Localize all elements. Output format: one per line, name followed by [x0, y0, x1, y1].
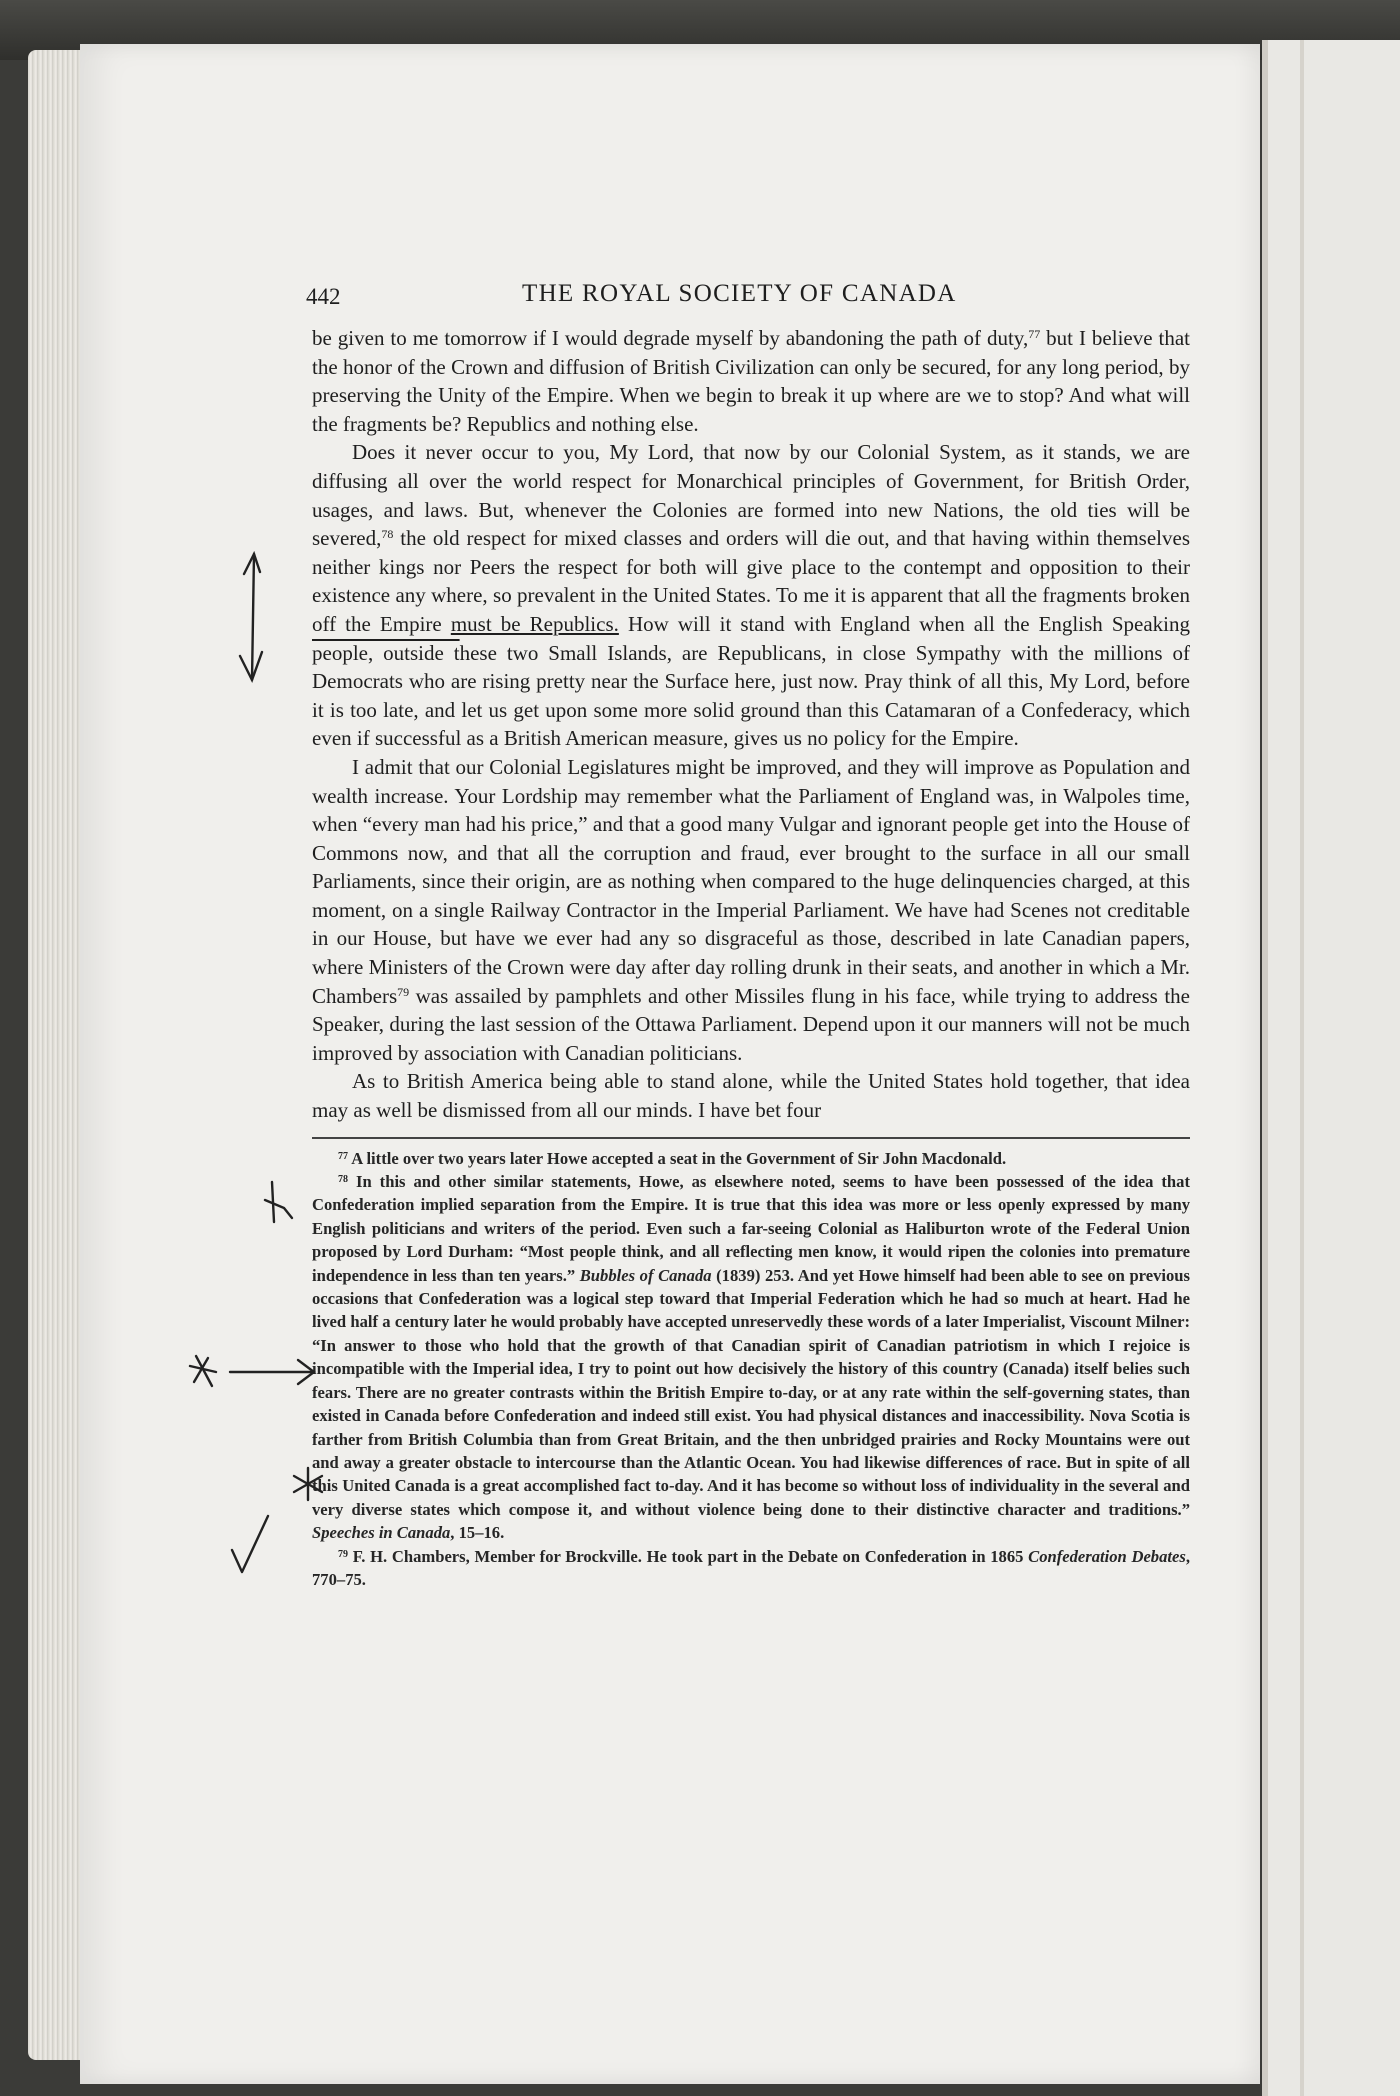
journal-title: THE ROYAL SOCIETY OF CANADA	[522, 280, 957, 307]
paragraph-4: As to British America being able to stand alone, while the United States hold together, that idea may as well be dismissed from all our minds. I have bet four	[312, 1069, 1190, 1123]
footnote-ref-79: 79	[397, 984, 410, 999]
paragraph-1	[312, 324, 1190, 438]
footnote-79-citation: Confederation Debates	[1028, 1546, 1186, 1566]
paragraph-2-text-a: Does it never occur to you, My Lord, that now by our Colonial System, as it stands, we are diffusing all over the world respect for Monarchical principles of Government, for British Order, usages, and laws. But, whenever the Colonies are formed into new Nations, the old ties will be severed,	[312, 440, 1190, 551]
footnote-78-text-b: (1839) 253. And yet Howe himself had been able to see on previous occasions that Confederation was a logical step toward that Imperial Federation which he had so much at heart. Had he lived half a century later he would probably have accepted unreservedly these words of a later Imperialist, Viscount Milner: “In answer to those who hold that the growth of that Canadian spirit of Canadian patriotism in which I rejoice is incompatible with the Imperial idea, I try to point out how decisively the history of this country (Canada) itself belies such fears. There are no greater contrasts within the British Empire to-day, or at any rate within the self-governing states, than existed in Canada before Confederation and indeed still exist. You had physical distances and inaccessibility. Nova Scotia is farther from British Columbia than from Great Britain, and the then unbridged prairies and Rocky Mountains were out and away a greater obstacle to intercourse than the Atlantic Ocean. You had likewise differences of race. But in spite of all this United Canada is a great accomplished fact to-day. And it has become so without loss of individuality in the several and very diverse states which compose it, and without violence being done to their distinctive character and traditions.”	[312, 1265, 1190, 1519]
footnote-78-citation-2: Speeches in Canada	[312, 1523, 451, 1543]
footnote-79-text-b: , 770–75.	[312, 1546, 1190, 1589]
footnotes	[312, 1147, 1190, 1592]
footnote-number-77: 77	[338, 1150, 348, 1162]
facing-page-strip	[1300, 40, 1304, 2096]
page-number: 442	[306, 284, 341, 309]
handwritten-asterisk-mark	[290, 1464, 326, 1504]
footnote-78	[312, 1170, 1190, 1545]
handwritten-check-mark	[226, 1510, 276, 1580]
handwritten-plus-mark	[262, 1178, 298, 1228]
paragraph-1-text-b: but I believe that the honor of the Crown and diffusion of British Civilization can only be secured, for any long period, by preserving the Unity of the Empire. When we begin to break it up where are we to stop? And what will the fragments be? Republics and nothing else.	[312, 326, 1191, 436]
handwritten-underline-phrase: must be Republics.	[450, 611, 619, 636]
running-head	[306, 276, 1190, 314]
footnote-77	[312, 1147, 1190, 1170]
handwritten-overline-phrase: people, outside t	[312, 640, 460, 665]
footnote-78-text-c: , 15–16.	[450, 1523, 505, 1543]
handwritten-double-arrow-mark	[232, 548, 276, 688]
facing-page-edge	[1262, 40, 1400, 2096]
footnote-79-text-a: F. H. Chambers, Member for Brockville. He took part in the Debate on Confederation in 1865	[348, 1546, 1029, 1566]
footnote-divider	[312, 1137, 1190, 1139]
footnote-78-text-a: In this and other similar statements, Howe, as elsewhere noted, seems to have been possessed of the idea that Confederation implied separation from the Empire. It is true that this idea was more or less openly expressed by many English politicians and writers of the period. Even such a far-seeing Colonial as Haliburton wrote of the Federal Union proposed by Lord Durham: “Most people think, and all reflecting men know, it would ripen the colonies into premature independence in less than ten years.”	[312, 1172, 1190, 1285]
paragraph-3-text-b: was assailed by pamphlets and other Missiles flung in his face, while trying to address the Speaker, during the last session of the Ottawa Parliament. Depend upon it our manners will not be much improved by association with Canadian politicians.	[312, 983, 1190, 1065]
footnote-number-78: 78	[338, 1174, 348, 1186]
page-content	[306, 276, 1191, 1591]
footnote-number-79: 79	[338, 1548, 348, 1560]
footnote-79	[312, 1545, 1190, 1592]
paragraph-3	[312, 753, 1190, 1068]
footnote-ref-77: 77	[1028, 327, 1041, 341]
footnote-77-text: A little over two years later Howe accepted a seat in the Government of Sir John Macdonald.	[348, 1148, 1007, 1168]
paragraph-1-text-a: be given to me tomorrow if I would degrade myself by abandoning the path of duty,	[312, 326, 1029, 350]
body-text	[312, 324, 1190, 1125]
footnote-ref-78: 78	[381, 527, 394, 542]
paragraph-2-text-c: How will it stand with England when all the English Speaking	[618, 611, 1190, 636]
paragraph-2-text-d: hese two Small Islands, are Republicans, in close Sympathy with the millions of Democrats who are rising pretty near the Surface here, just now. Pray think of all this, My Lord, before it is too late, and let us get upon some more solid ground than this Catamaran of a Confederacy, which even if successful as a British American measure, gives us no policy for the Empire.	[312, 640, 1190, 751]
paragraph-2	[312, 438, 1190, 753]
paragraph-3-text-a: I admit that our Colonial Legislatures might be improved, and they will improve as Population and wealth increase. Your Lordship may remember what the Parliament of England was, in Walpoles time, when “every man had his price,” and that a good many Vulgar and ignorant people get into the House of Commons now, and that all the corruption and fraud, ever brought to the surface in all our small Parliaments, since their origin, are as nothing when compared to the huge delinquencies charged, at this moment, on a single Railway Contractor in the Imperial Parliament. We have had Scenes not creditable in our House, but have we ever had any so disgraceful as those, described in late Canadian papers, where Ministers of the Crown were day after day rolling drunk in their seats, and another in which a Mr. Chambers	[312, 754, 1190, 1008]
footnote-78-citation-1: Bubbles of Canada	[579, 1265, 712, 1285]
handwritten-asterisk-arrow-mark	[186, 1350, 322, 1396]
paragraph-2-text-b: the old respect for mixed classes and orders will die out, and that having within themselves neither kings nor Peers the respect for both will give place to the contempt and opposition to their existence any where, so prevalent in the United States. To me it is apparent that all the fragments broken off the Empire	[312, 526, 1190, 636]
